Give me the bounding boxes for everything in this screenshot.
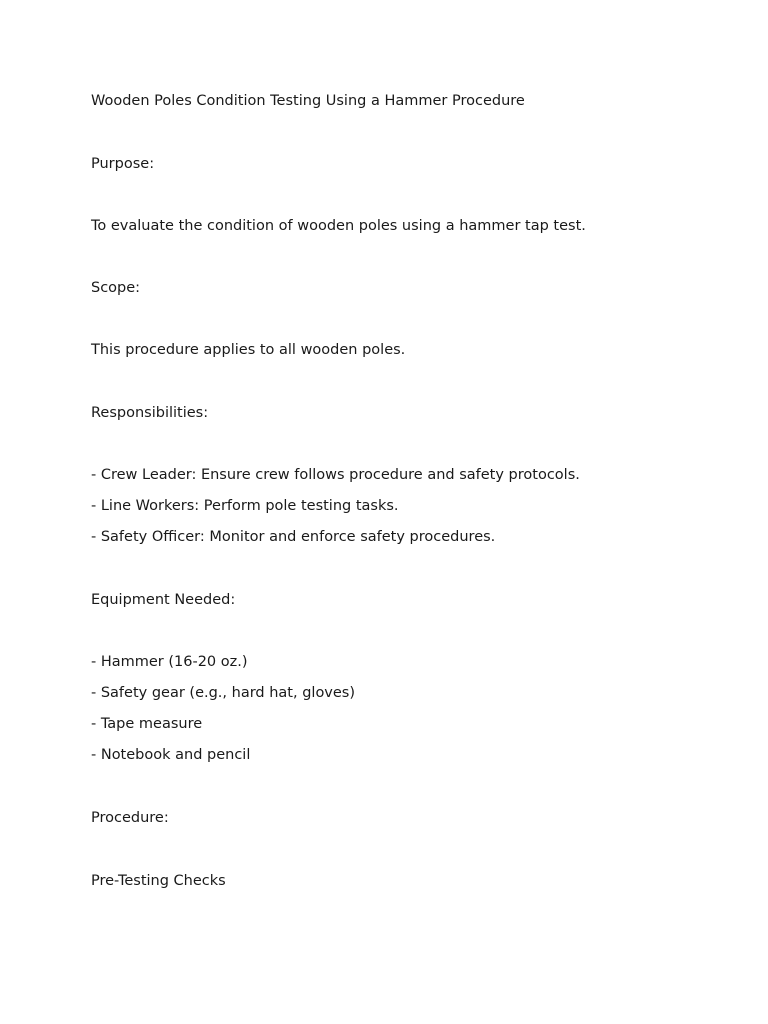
responsibility-item-crew-leader: - Crew Leader: Ensure crew follows procedure and safety protocols. <box>91 467 580 483</box>
equipment-heading: Equipment Needed: <box>91 592 236 608</box>
scope-text: This procedure applies to all wooden poles. <box>91 342 406 358</box>
scope-heading: Scope: <box>91 280 141 296</box>
procedure-subheading: Pre-Testing Checks <box>91 873 226 889</box>
equipment-item-notebook: - Notebook and pencil <box>91 747 251 763</box>
procedure-heading: Procedure: <box>91 810 169 826</box>
responsibility-item-safety-officer: - Safety Officer: Monitor and enforce safety procedures. <box>91 529 496 545</box>
responsibility-item-line-workers: - Line Workers: Perform pole testing tasks. <box>91 498 399 514</box>
equipment-item-tape-measure: - Tape measure <box>91 716 203 732</box>
purpose-heading: Purpose: <box>91 156 155 172</box>
purpose-text: To evaluate the condition of wooden poles using a hammer tap test. <box>91 218 586 234</box>
equipment-item-hammer: - Hammer (16-20 oz.) <box>91 654 248 670</box>
equipment-item-safety-gear: - Safety gear (e.g., hard hat, gloves) <box>91 685 356 701</box>
responsibilities-heading: Responsibilities: <box>91 405 209 421</box>
document-title: Wooden Poles Condition Testing Using a Hammer Procedure <box>91 93 525 109</box>
